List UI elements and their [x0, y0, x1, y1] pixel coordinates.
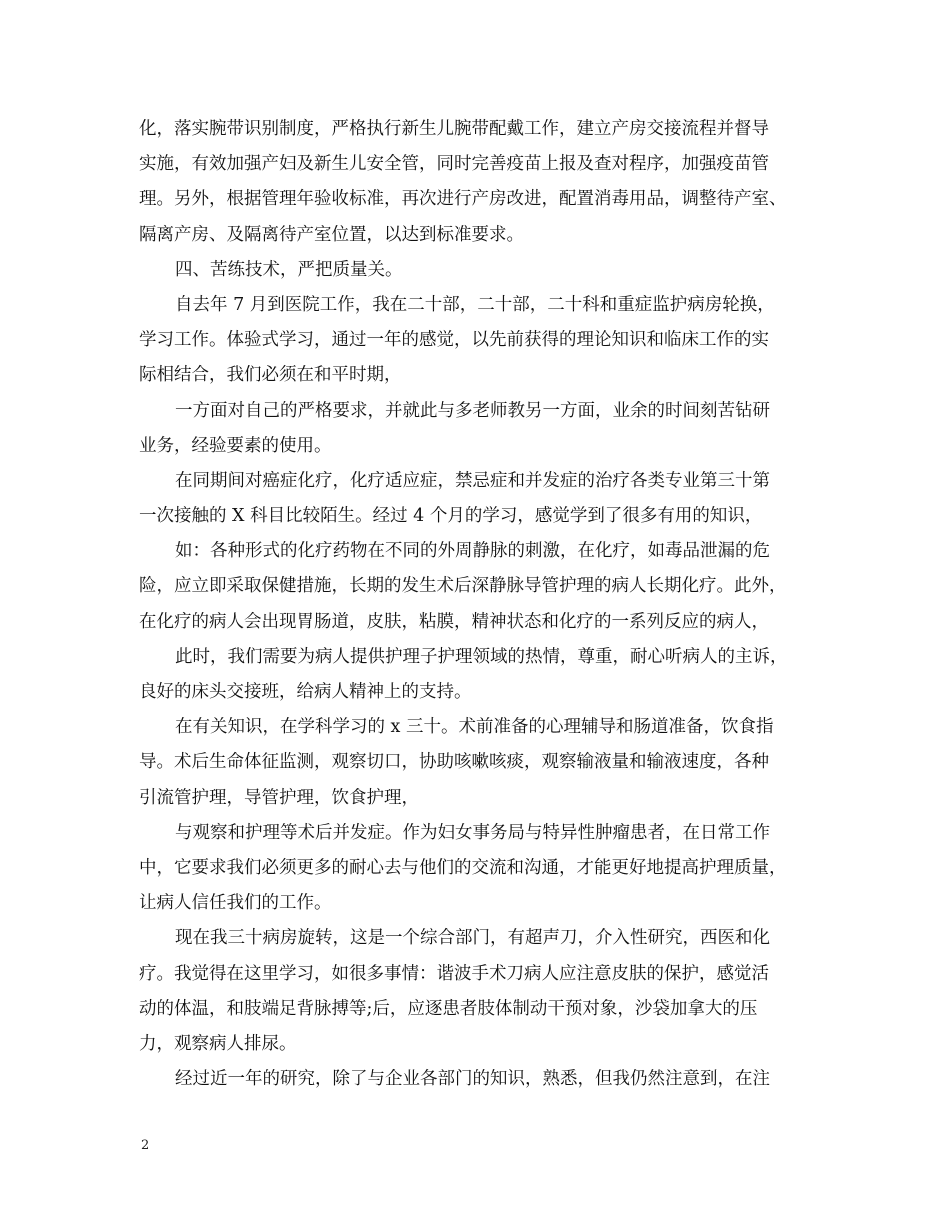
text-line: 引流管护理，导管护理，饮食护理， [139, 787, 419, 808]
text-line: 一方面对自己的严格要求，并就此与多老师教另一方面，业余的时间刻苦钻研 [175, 400, 770, 421]
text-line: 导。术后生命体征监测，观察切口，协助咳嗽咳痰，观察输液量和输液速度，各种 [139, 752, 769, 773]
text-line: 在有关知识，在学科学习的 x 三十。术前准备的心理辅导和肠道准备，饮食指 [175, 717, 774, 738]
text-line: 现在我三十病房旋转，这是一个综合部门，有超声刀，介入性研究，西医和化 [175, 928, 770, 949]
text-line: 业务，经验要素的使用。 [139, 435, 332, 456]
document-body [139, 112, 829, 1097]
text-line: 自去年 7 月到医院工作，我在二十部，二十部，二十科和重症监护病房轮换， [175, 294, 775, 315]
text-line: 此时，我们需要为病人提供护理子护理领域的热情，尊重，耐心听病人的主诉， [175, 646, 788, 667]
text-line: 在同期间对癌症化疗，化疗适应症，禁忌症和并发症的治疗各类专业第三十第 [175, 470, 770, 491]
text-line: 疗。我觉得在这里学习，如很多事情：谐波手术刀病人应注意皮肤的保护，感觉活 [139, 963, 769, 984]
text-line: 如：各种形式的化疗药物在不同的外周静脉的刺激，在化疗，如毒品泄漏的危 [175, 541, 770, 562]
text-line: 四、苦练技术，严把质量关。 [175, 259, 403, 280]
text-line: 让病人信任我们的工作。 [139, 893, 332, 914]
page-number: 2 [141, 1138, 150, 1153]
text-line: 隔离产房、及隔离待产室位置，以达到标准要求。 [139, 224, 524, 245]
text-line: 实施，有效加强产妇及新生儿安全管，同时完善疫苗上报及查对程序，加强疫苗管 [139, 154, 769, 175]
text-line: 与观察和护理等术后并发症。作为妇女事务局与特异性肿瘤患者，在日常工作 [175, 822, 770, 843]
text-line: 理。另外，根据管理年验收标准，再次进行产房改进，配置消毒用品，调整待产室、 [139, 189, 787, 210]
text-line: 一次接触的 X 科目比较陌生。经过 4 个月的学习，感觉学到了很多有用的知识， [139, 506, 763, 527]
text-line: 力，观察病人排尿。 [139, 1033, 297, 1054]
text-line: 良好的床头交接班，给病人精神上的支持。 [139, 682, 472, 702]
text-line: 动的体温，和肢端足背脉搏等;后，应逐患者肢体制动干预对象，沙袋加拿大的压 [139, 998, 758, 1019]
text-line: 际相结合，我们必须在和平时期， [139, 365, 402, 386]
text-line: 学习工作。体验式学习，通过一年的感觉，以先前获得的理论知识和临床工作的实 [139, 330, 769, 351]
text-line: 化，落实腕带识别制度，严格执行新生儿腕带配戴工作，建立产房交接流程并督导 [139, 119, 769, 139]
text-line: 经过近一年的研究，除了与企业各部门的知识，熟悉，但我仍然注意到，在注 [175, 1069, 770, 1090]
text-line: 中，它要求我们必须更多的耐心去与他们的交流和沟通，才能更好地提高护理质量， [139, 857, 787, 878]
text-line: 在化疗的病人会出现胃肠道，皮肤，粘膜，精神状态和化疗的一系列反应的病人， [139, 611, 769, 632]
text-line: 险，应立即采取保健措施，长期的发生术后深静脉导管护理的病人长期化疗。此外， [139, 576, 787, 597]
